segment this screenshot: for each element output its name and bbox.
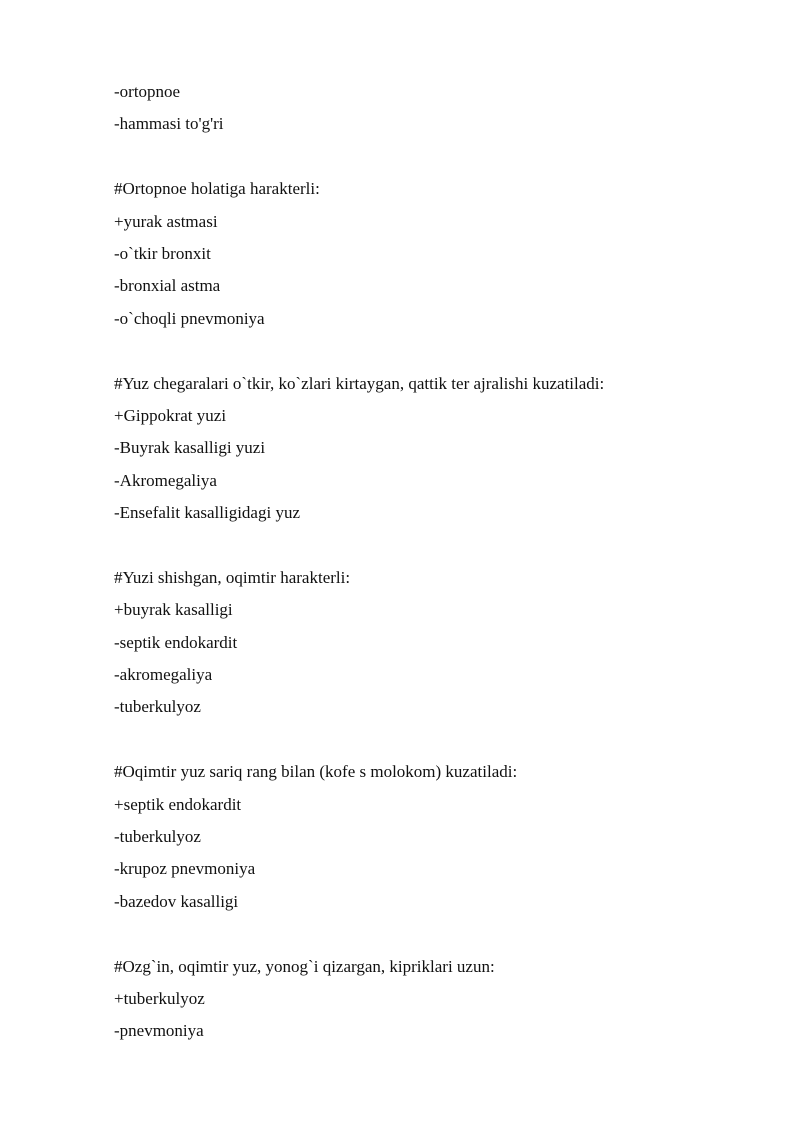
answer-option: -Akromegaliya — [114, 470, 217, 490]
question-text: #Yuzi shishgan, oqimtir harakterli: — [114, 567, 351, 587]
paragraph-gap — [114, 141, 754, 173]
answer-option: -ortopnoe — [114, 82, 181, 101]
answer-option: -pnevmoniya — [114, 1021, 204, 1041]
correct-answer: +Gippokrat yuzi — [114, 405, 227, 425]
question-text: #Oqimtir yuz sariq rang bilan (kofe s molokom) kuzatiladi: — [114, 762, 518, 782]
document-body — [114, 76, 754, 1048]
question-text: #Yuz chegaralari o`tkir, ko`zlari kirtaygan, qattik ter ajralishi kuzatiladi: — [114, 373, 605, 393]
answer-option: -tuberkulyoz — [114, 697, 201, 717]
question-text: #Ortopnoe holatiga harakterli: — [114, 179, 320, 199]
answer-option: -Buyrak kasalligi yuzi — [114, 438, 266, 458]
paragraph-gap — [114, 529, 754, 561]
answer-option: -septik endokardit — [114, 632, 238, 652]
paragraph-gap — [114, 335, 754, 367]
answer-option: -hammasi to'g'ri — [114, 114, 224, 134]
correct-answer: +buyrak kasalligi — [114, 600, 233, 620]
paragraph-gap — [114, 918, 754, 950]
answer-option: -krupoz pnevmoniya — [114, 859, 256, 879]
answer-option: -akromegaliya — [114, 665, 213, 685]
question-text: #Ozg`in, oqimtir yuz, yonog`i qizargan, kipriklari uzun: — [114, 956, 495, 976]
answer-option: -o`tkir bronxit — [114, 243, 211, 263]
answer-option: -bronxial astma — [114, 276, 221, 296]
correct-answer: +tuberkulyoz — [114, 988, 205, 1008]
paragraph-gap — [114, 724, 754, 756]
correct-answer: +yurak astmasi — [114, 211, 218, 231]
answer-option: -o`choqli pnevmoniya — [114, 308, 265, 328]
answer-option: -bazedov kasalligi — [114, 891, 239, 911]
answer-option: -tuberkulyoz — [114, 826, 201, 846]
answer-option: -Ensefalit kasalligidagi yuz — [114, 503, 300, 523]
correct-answer: +septik endokardit — [114, 794, 242, 814]
